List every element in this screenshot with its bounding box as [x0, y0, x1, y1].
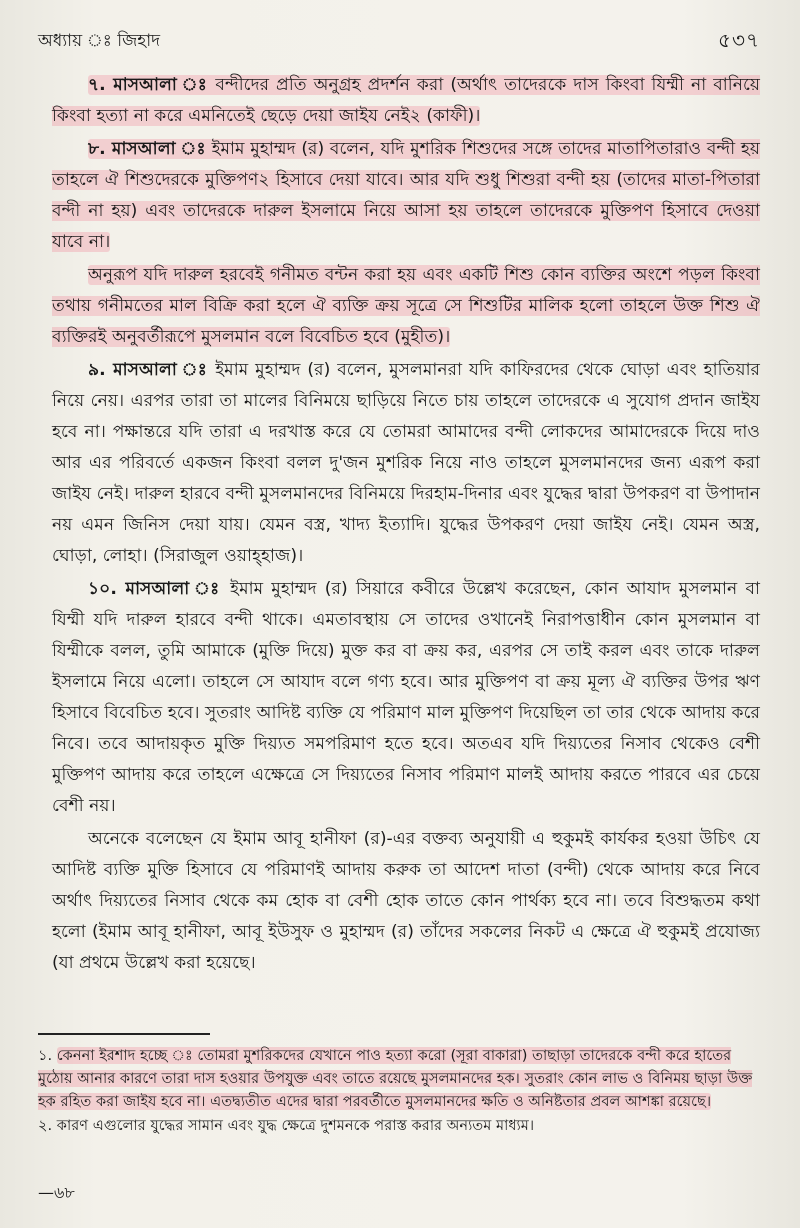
footnote-number: ২.: [38, 1117, 53, 1134]
footnote-2: [38, 1114, 760, 1137]
footnote-text: কেননা ইরশাদ হচ্ছে ঃ তোমরা মুশরিকদের যেখানে পাও হত্যা করো (সূরা বাকারা) তাছাড়া তাদেরকে বন্দী করে হাতের মুঠোয় আনার কারণে তারা দাস হওয়ার উপযুক্ত এবং তাতে রয়েছে মুসলমানদের হক। সুতরাং কোন লাভ ও বিনিময় ছাড়া উক্ত হক রহিত করা জাইয হবে না। এতদ্ব্যতীত এদের দ্বারা পরবর্তীতে মুসলমানদের ক্ষতি ও অনিষ্টতার প্রবল আশঙ্কা রয়েছে।: [38, 1047, 753, 1110]
highlight: [52, 265, 760, 347]
footnote-number: ১.: [38, 1047, 53, 1064]
paragraph-many-said: [52, 824, 760, 979]
paragraph-masala-9: [52, 355, 760, 572]
paragraph-text: ইমাম মুহাম্মদ (র) বলেন, যদি মুশরিক শিশুদের সঙ্গে তাদের মাতাপিতারাও বন্দী হয় তাহলে ঐ শিশুদেরকে মুক্তিপণ২ হিসাবে দেয়া যাবে। আর যদি শুধু শিশুরা বন্দী হয় (তাদের মাতা-পিতারা বন্দী না হয়) এবং তাদেরকে দারুল ইসলামে নিয়ে আসা হয় তাহলে তাদেরকে মুক্তিপণ হিসাবে দেওয়া যাবে না।: [52, 139, 761, 252]
footnote-1: [38, 1044, 760, 1113]
paragraph-masala-10: [52, 574, 760, 822]
bottom-marker: —৬৮: [38, 1183, 75, 1202]
page-header: [38, 22, 760, 58]
footnote-divider: [38, 1033, 210, 1035]
page-number: ৫৩৭: [718, 28, 760, 52]
paragraph-text: বন্দীদের প্রতি অনুগ্রহ প্রদর্শন করা (অর্থাৎ তাদেরকে দাস কিংবা যিম্মী না বানিয়ে কিংবা হত্যা না করে এমনিতেই ছেড়ে দেয়া জাইয নেই২ (কাফী)।: [52, 75, 760, 126]
paragraph-text: অনেকে বলেছেন যে ইমাম আবূ হানীফা (র)-এর বক্তব্য অনুযায়ী এ হুকুমই কার্যকর হওয়া উচিৎ যে আদিষ্ট ব্যক্তি মুক্তি হিসাবে যে পরিমাণই আদায় করুক তা আদেশ দাতা (বন্দী) থেকে আদায় করে নিবে অর্থাৎ দিয়্যতের নিসাব থেকে কম হোক বা বেশী হোক তাতে কোন পার্থক্য হবে না। তবে বিশুদ্ধতম কথা হলো (ইমাম আবূ হানীফা, আবূ ইউসুফ ও মুহাম্মদ (র) তাঁদের সকলের নিকট এ ক্ষেত্রে ঐ হুকুমই প্রযোজ্য (যা প্রথমে উল্লেখ করা হয়েছে।: [52, 829, 760, 973]
paragraph-similarly: [52, 260, 760, 353]
footnote-text: কারণ এগুলোর যুদ্ধের সামান এবং যুদ্ধ ক্ষেত্রে দুশমনকে পরাস্ত করার অন্যতম মাধ্যম।: [56, 1117, 535, 1134]
masala-label: ৭. মাসআলা ঃ: [88, 75, 209, 95]
chapter-title: অধ্যায় ঃ জিহাদ: [38, 31, 161, 51]
highlight: [52, 139, 760, 252]
masala-label: ৮. মাসআলা ঃ: [88, 139, 206, 159]
highlight: [52, 75, 760, 126]
paragraph-masala-7: [52, 70, 760, 132]
masala-label: ১০. মাসআলা ঃ: [88, 579, 222, 599]
paragraph-text: অনুরূপ যদি দারুল হরবেই গনীমত বন্টন করা হয় এবং একটি শিশু কোন ব্যক্তির অংশে পড়ল কিংবা তথায় গনীমতের মাল বিক্রি করা হলে ঐ ব্যক্তি ক্রয় সূত্রে সে শিশুটির মালিক হলো তাহলে উক্ত শিশু ঐ ব্যক্তিরই অনুবর্তীরূপে মুসলমান বলে বিবেচিত হবে (মুহীত)।: [52, 265, 760, 347]
highlight: [38, 1047, 752, 1110]
paragraph-text: ইমাম মুহাম্মদ (র) বলেন, মুসলমানরা যদি কাফিরদের থেকে ঘোড়া এবং হাতিয়ার নিয়ে নেয়। এরপর তারা তা মালের বিনিময়ে ছাড়িয়ে নিতে চায় তাহলে তাদেরকে এ সুযোগ প্রদান জাইয হবে না। পক্ষান্তরে যদি তারা এ দরখাস্ত করে যে তোমরা আমাদের বন্দী লোকদের আমাদেরকে দিয়ে দাও আর এর পরিবর্তে একজন কিংবা বলল দু'জন মুশরিক নিয়ে নাও তাহলে মুসলমানদের জন্য এরূপ করা জাইয নেই। দারুল হারবে বন্দী মুসলমানদের বিনিময়ে দিরহাম-দিনার এবং যুদ্ধের দ্বারা উপকরণ বা উপাদান নয় এমন জিনিস দেয়া যায়। যেমন বস্ত্র, খাদ্য ইত্যাদি। যুদ্ধের উপকরণ দেয়া জাইয নেই। যেমন অস্ত্র, ঘোড়া, লোহা। (সিরাজুল ওয়াহ্হাজ)।: [52, 360, 761, 566]
paragraph-text: ইমাম মুহাম্মদ (র) সিয়ারে কবীরে উল্লেখ করেছেন, কোন আযাদ মুসলমান বা যিম্মী যদি দারুল হারবে বন্দী থাকে। এমতাবস্থায় সে তাদের ওখানেই নিরাপত্তাধীন কোন মুসলমান বা যিম্মীকে বলল, তুমি আমাকে (মুক্তি দিয়ে) মুক্ত কর বা ক্রয় কর, এরপর সে তাই করল এবং তাকে দারুল ইসলামে নিয়ে এলো। তাহলে সে আযাদ বলে গণ্য হবে। আর মুক্তিপণ বা ক্রয় মূল্য ঐ ব্যক্তির উপর ঋণ হিসাবে বিবেচিত হবে। সুতরাং আদিষ্ট ব্যক্তি যে পরিমাণ মাল মুক্তিপণ দিয়েছিল তা তার থেকে আদায় করে নিবে। তবে আদায়কৃত মুক্তি দিয়্যত সমপরিমাণ হতে হবে। অতএব যদি দিয়্যতের নিসাব থেকেও বেশী মুক্তিপণ আদায় করে তাহলে এক্ষেত্রে সে দিয়্যতের নিসাব পরিমাণ মালই আদায় করতে পারবে এর চেয়ে বেশী নয়।: [52, 579, 760, 816]
masala-label: ৯. মাসআলা ঃ: [88, 360, 209, 380]
paragraph-masala-8: [52, 134, 760, 258]
footnotes: [38, 1044, 760, 1138]
main-text: [52, 70, 760, 981]
